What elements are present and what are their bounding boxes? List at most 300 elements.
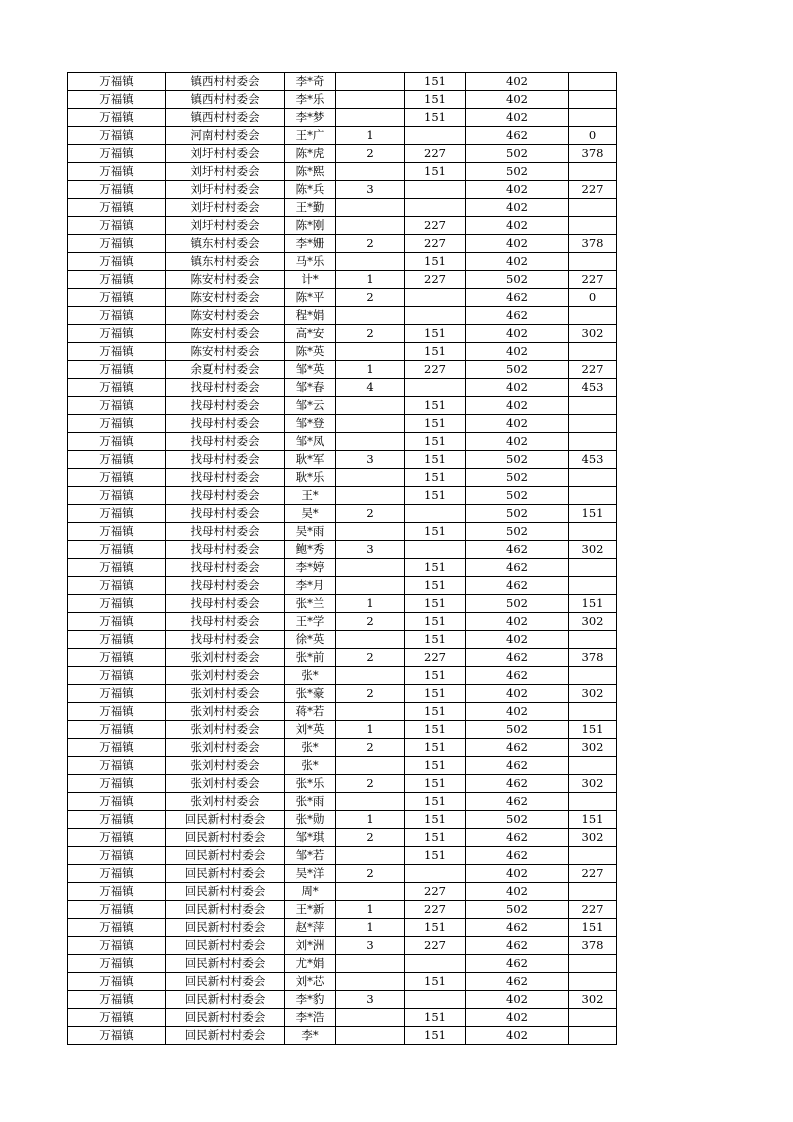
village-cell: 找母村村委会 [166,451,285,469]
count-cell [336,1027,405,1045]
count-cell: 2 [336,739,405,757]
town-cell: 万福镇 [68,343,166,361]
amount-c-cell [569,973,617,991]
count-cell: 2 [336,145,405,163]
count-cell: 1 [336,361,405,379]
amount-b-cell: 462 [466,739,569,757]
count-cell: 2 [336,829,405,847]
town-cell: 万福镇 [68,757,166,775]
table-row [68,739,617,757]
village-cell: 陈安村村委会 [166,343,285,361]
town-cell: 万福镇 [68,937,166,955]
count-cell: 1 [336,901,405,919]
town-cell: 万福镇 [68,613,166,631]
town-cell: 万福镇 [68,253,166,271]
count-cell: 4 [336,379,405,397]
amount-c-cell: 302 [569,613,617,631]
amount-a-cell: 151 [405,739,466,757]
amount-b-cell: 402 [466,991,569,1009]
town-cell: 万福镇 [68,469,166,487]
name-cell: 陈*刚 [285,217,336,235]
name-cell: 刘*洲 [285,937,336,955]
amount-a-cell: 151 [405,793,466,811]
amount-c-cell: 227 [569,901,617,919]
name-cell: 刘*芯 [285,973,336,991]
amount-b-cell: 502 [466,487,569,505]
village-cell: 陈安村村委会 [166,325,285,343]
village-cell: 找母村村委会 [166,559,285,577]
table-row [68,757,617,775]
amount-a-cell: 151 [405,667,466,685]
town-cell: 万福镇 [68,109,166,127]
town-cell: 万福镇 [68,793,166,811]
table-row [68,829,617,847]
table-row [68,523,617,541]
name-cell: 程*娟 [285,307,336,325]
town-cell: 万福镇 [68,199,166,217]
village-cell: 镇东村村委会 [166,235,285,253]
count-cell: 2 [336,289,405,307]
table-row [68,199,617,217]
amount-b-cell: 502 [466,523,569,541]
amount-b-cell: 462 [466,793,569,811]
amount-b-cell: 502 [466,595,569,613]
table-row [68,163,617,181]
amount-b-cell: 402 [466,343,569,361]
table-row [68,667,617,685]
amount-a-cell [405,541,466,559]
count-cell [336,73,405,91]
count-cell [336,397,405,415]
amount-c-cell [569,307,617,325]
name-cell: 李*梦 [285,109,336,127]
amount-b-cell: 502 [466,469,569,487]
village-cell: 镇西村村委会 [166,91,285,109]
amount-a-cell [405,199,466,217]
name-cell: 陈*虎 [285,145,336,163]
count-cell: 2 [336,235,405,253]
amount-a-cell [405,379,466,397]
amount-c-cell [569,1009,617,1027]
name-cell: 张*豪 [285,685,336,703]
name-cell: 邹*琪 [285,829,336,847]
amount-b-cell: 502 [466,451,569,469]
amount-b-cell: 502 [466,505,569,523]
village-cell: 张刘村村委会 [166,721,285,739]
amount-b-cell: 462 [466,559,569,577]
count-cell [336,523,405,541]
village-cell: 刘圩村村委会 [166,181,285,199]
town-cell: 万福镇 [68,919,166,937]
name-cell: 耿*军 [285,451,336,469]
village-cell: 刘圩村村委会 [166,199,285,217]
town-cell: 万福镇 [68,523,166,541]
name-cell: 张*前 [285,649,336,667]
amount-a-cell: 151 [405,559,466,577]
table-row [68,469,617,487]
amount-a-cell [405,955,466,973]
name-cell: 李*豹 [285,991,336,1009]
village-cell: 张刘村村委会 [166,739,285,757]
amount-b-cell: 402 [466,91,569,109]
name-cell: 李*奇 [285,73,336,91]
table-row [68,73,617,91]
table-row [68,451,617,469]
table-row [68,145,617,163]
name-cell: 吴* [285,505,336,523]
count-cell [336,973,405,991]
count-cell [336,433,405,451]
amount-c-cell: 151 [569,721,617,739]
table-row [68,577,617,595]
town-cell: 万福镇 [68,415,166,433]
town-cell: 万福镇 [68,397,166,415]
amount-a-cell: 151 [405,487,466,505]
amount-b-cell: 402 [466,685,569,703]
amount-c-cell [569,667,617,685]
amount-a-cell [405,505,466,523]
town-cell: 万福镇 [68,307,166,325]
amount-a-cell: 151 [405,1027,466,1045]
town-cell: 万福镇 [68,577,166,595]
name-cell: 徐*英 [285,631,336,649]
amount-c-cell [569,757,617,775]
amount-a-cell: 227 [405,271,466,289]
amount-c-cell: 378 [569,937,617,955]
table-row [68,685,617,703]
amount-b-cell: 462 [466,307,569,325]
town-cell: 万福镇 [68,541,166,559]
amount-a-cell: 227 [405,235,466,253]
amount-b-cell: 462 [466,829,569,847]
amount-b-cell: 402 [466,1027,569,1045]
name-cell: 李*婷 [285,559,336,577]
table-row [68,307,617,325]
table-row [68,289,617,307]
amount-a-cell: 151 [405,919,466,937]
count-cell [336,91,405,109]
amount-b-cell: 462 [466,973,569,991]
amount-a-cell: 151 [405,451,466,469]
table-row [68,559,617,577]
village-cell: 回民新村村委会 [166,829,285,847]
count-cell [336,667,405,685]
table-row [68,253,617,271]
amount-c-cell: 302 [569,775,617,793]
table-row [68,955,617,973]
village-cell: 余夏村村委会 [166,361,285,379]
table-row [68,919,617,937]
village-cell: 找母村村委会 [166,595,285,613]
count-cell [336,307,405,325]
table-row [68,379,617,397]
amount-a-cell: 151 [405,829,466,847]
village-cell: 刘圩村村委会 [166,145,285,163]
table-row [68,127,617,145]
count-cell: 1 [336,721,405,739]
amount-a-cell: 151 [405,163,466,181]
amount-b-cell: 402 [466,613,569,631]
amount-b-cell: 462 [466,919,569,937]
town-cell: 万福镇 [68,973,166,991]
village-cell: 找母村村委会 [166,415,285,433]
amount-c-cell [569,433,617,451]
count-cell [336,793,405,811]
amount-a-cell [405,289,466,307]
name-cell: 李* [285,1027,336,1045]
table-row [68,415,617,433]
table-row [68,613,617,631]
amount-c-cell: 378 [569,649,617,667]
amount-b-cell: 462 [466,937,569,955]
amount-c-cell [569,1027,617,1045]
amount-b-cell: 502 [466,271,569,289]
table-row [68,109,617,127]
table-row [68,937,617,955]
amount-c-cell [569,415,617,433]
amount-b-cell: 462 [466,757,569,775]
town-cell: 万福镇 [68,361,166,379]
village-cell: 找母村村委会 [166,487,285,505]
amount-a-cell: 151 [405,685,466,703]
village-cell: 陈安村村委会 [166,271,285,289]
village-cell: 陈安村村委会 [166,307,285,325]
town-cell: 万福镇 [68,127,166,145]
table-row [68,901,617,919]
village-cell: 张刘村村委会 [166,685,285,703]
amount-a-cell: 151 [405,325,466,343]
town-cell: 万福镇 [68,883,166,901]
name-cell: 尤*娟 [285,955,336,973]
amount-c-cell [569,163,617,181]
amount-c-cell: 453 [569,379,617,397]
name-cell: 耿*乐 [285,469,336,487]
amount-a-cell: 151 [405,469,466,487]
amount-b-cell: 402 [466,199,569,217]
name-cell: 李*月 [285,577,336,595]
amount-c-cell [569,109,617,127]
town-cell: 万福镇 [68,487,166,505]
amount-b-cell: 462 [466,577,569,595]
village-cell: 找母村村委会 [166,379,285,397]
amount-c-cell [569,847,617,865]
count-cell: 2 [336,649,405,667]
amount-a-cell [405,127,466,145]
amount-c-cell [569,487,617,505]
name-cell: 邹*若 [285,847,336,865]
amount-a-cell [405,991,466,1009]
table-row [68,973,617,991]
name-cell: 张*雨 [285,793,336,811]
town-cell: 万福镇 [68,667,166,685]
amount-c-cell [569,469,617,487]
count-cell: 3 [336,541,405,559]
amount-c-cell [569,199,617,217]
name-cell: 邹*云 [285,397,336,415]
amount-b-cell: 402 [466,235,569,253]
amount-b-cell: 402 [466,253,569,271]
count-cell [336,1009,405,1027]
amount-a-cell: 151 [405,73,466,91]
name-cell: 周* [285,883,336,901]
village-cell: 张刘村村委会 [166,775,285,793]
name-cell: 王*勤 [285,199,336,217]
amount-c-cell: 227 [569,181,617,199]
amount-b-cell: 462 [466,847,569,865]
village-cell: 回民新村村委会 [166,883,285,901]
town-cell: 万福镇 [68,865,166,883]
table-row [68,361,617,379]
amount-b-cell: 402 [466,865,569,883]
amount-a-cell [405,307,466,325]
table-row [68,721,617,739]
amount-a-cell: 151 [405,91,466,109]
village-cell: 回民新村村委会 [166,865,285,883]
amount-b-cell: 402 [466,379,569,397]
village-cell: 回民新村村委会 [166,937,285,955]
amount-b-cell: 402 [466,1009,569,1027]
name-cell: 鲍*秀 [285,541,336,559]
town-cell: 万福镇 [68,163,166,181]
count-cell [336,559,405,577]
amount-b-cell: 462 [466,649,569,667]
amount-c-cell [569,217,617,235]
count-cell [336,469,405,487]
count-cell: 1 [336,127,405,145]
amount-a-cell: 151 [405,109,466,127]
amount-c-cell [569,793,617,811]
amount-a-cell: 151 [405,415,466,433]
table-row [68,649,617,667]
village-cell: 找母村村委会 [166,523,285,541]
table-row [68,1027,617,1045]
amount-a-cell: 151 [405,397,466,415]
amount-a-cell: 151 [405,721,466,739]
table-row [68,865,617,883]
amount-c-cell [569,91,617,109]
village-cell: 回民新村村委会 [166,991,285,1009]
town-cell: 万福镇 [68,721,166,739]
table-row [68,595,617,613]
town-cell: 万福镇 [68,217,166,235]
amount-a-cell: 151 [405,775,466,793]
village-cell: 找母村村委会 [166,433,285,451]
village-cell: 张刘村村委会 [166,649,285,667]
village-cell: 回民新村村委会 [166,955,285,973]
amount-a-cell: 227 [405,649,466,667]
count-cell: 3 [336,991,405,1009]
village-cell: 回民新村村委会 [166,919,285,937]
name-cell: 吴*洋 [285,865,336,883]
name-cell: 张*兰 [285,595,336,613]
name-cell: 赵*萍 [285,919,336,937]
amount-b-cell: 402 [466,631,569,649]
village-cell: 找母村村委会 [166,631,285,649]
village-cell: 张刘村村委会 [166,757,285,775]
count-cell [336,163,405,181]
town-cell: 万福镇 [68,379,166,397]
name-cell: 王*新 [285,901,336,919]
table-row [68,181,617,199]
amount-b-cell: 502 [466,145,569,163]
count-cell: 3 [336,181,405,199]
name-cell: 李*浩 [285,1009,336,1027]
amount-b-cell: 402 [466,883,569,901]
town-cell: 万福镇 [68,289,166,307]
town-cell: 万福镇 [68,433,166,451]
amount-b-cell: 502 [466,811,569,829]
town-cell: 万福镇 [68,811,166,829]
amount-c-cell: 0 [569,127,617,145]
town-cell: 万福镇 [68,235,166,253]
village-cell: 找母村村委会 [166,397,285,415]
amount-b-cell: 462 [466,289,569,307]
village-cell: 回民新村村委会 [166,973,285,991]
amount-c-cell: 302 [569,685,617,703]
name-cell: 邹*登 [285,415,336,433]
table-row [68,505,617,523]
village-cell: 刘圩村村委会 [166,163,285,181]
amount-b-cell: 402 [466,415,569,433]
amount-a-cell: 227 [405,937,466,955]
name-cell: 马*乐 [285,253,336,271]
town-cell: 万福镇 [68,829,166,847]
amount-c-cell: 378 [569,145,617,163]
count-cell: 2 [336,613,405,631]
amount-a-cell: 151 [405,253,466,271]
name-cell: 张* [285,667,336,685]
count-cell [336,415,405,433]
town-cell: 万福镇 [68,559,166,577]
amount-b-cell: 462 [466,127,569,145]
name-cell: 李*姗 [285,235,336,253]
count-cell [336,109,405,127]
amount-a-cell: 151 [405,577,466,595]
count-cell: 1 [336,919,405,937]
village-cell: 镇西村村委会 [166,109,285,127]
name-cell: 张* [285,757,336,775]
village-cell: 回民新村村委会 [166,1027,285,1045]
amount-c-cell: 227 [569,271,617,289]
amount-b-cell: 402 [466,397,569,415]
amount-c-cell [569,253,617,271]
town-cell: 万福镇 [68,739,166,757]
amount-a-cell: 151 [405,847,466,865]
town-cell: 万福镇 [68,703,166,721]
table-row [68,325,617,343]
table-row [68,991,617,1009]
amount-b-cell: 402 [466,217,569,235]
amount-b-cell: 502 [466,721,569,739]
table-row [68,703,617,721]
amount-b-cell: 502 [466,901,569,919]
amount-c-cell: 151 [569,811,617,829]
amount-a-cell: 227 [405,217,466,235]
amount-b-cell: 402 [466,433,569,451]
amount-a-cell: 151 [405,1009,466,1027]
amount-b-cell: 462 [466,667,569,685]
table-row [68,811,617,829]
table-row [68,631,617,649]
amount-c-cell: 151 [569,919,617,937]
name-cell: 王*广 [285,127,336,145]
town-cell: 万福镇 [68,73,166,91]
amount-a-cell: 151 [405,973,466,991]
town-cell: 万福镇 [68,91,166,109]
village-cell: 刘圩村村委会 [166,217,285,235]
village-cell: 回民新村村委会 [166,901,285,919]
name-cell: 刘*英 [285,721,336,739]
